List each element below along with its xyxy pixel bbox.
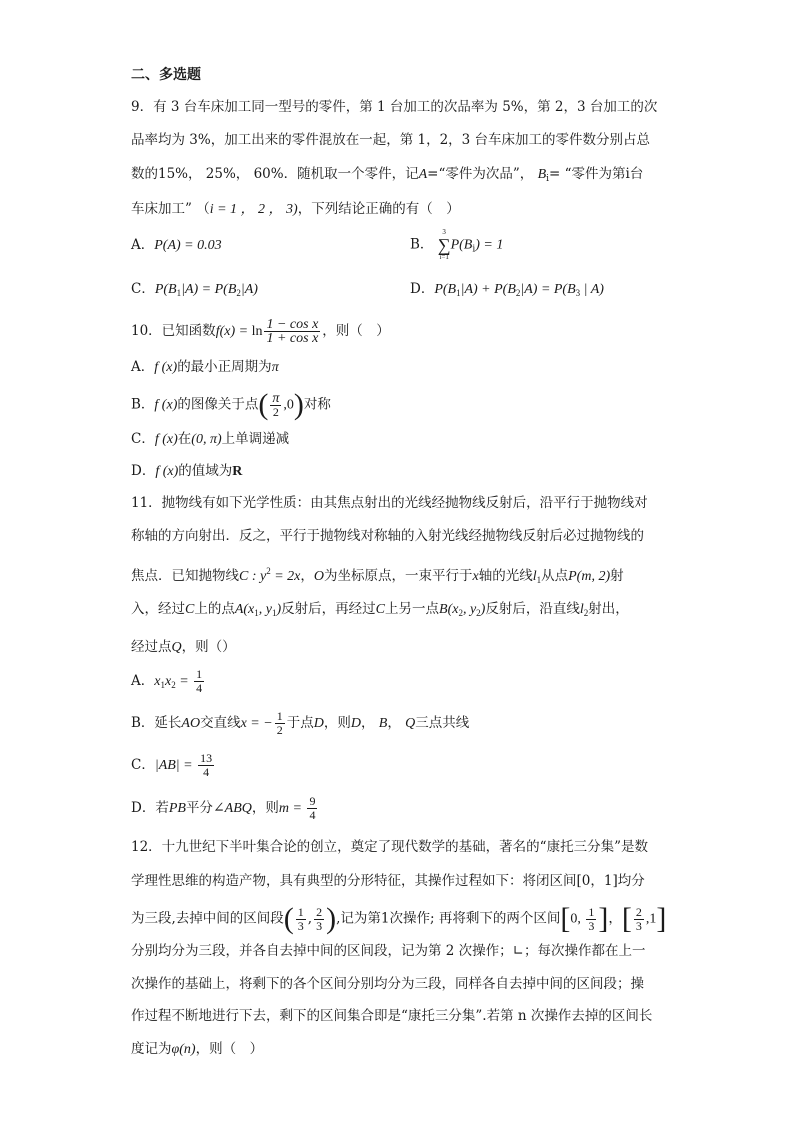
q12-line-3: 为三段,去掉中间的区间段( $\frac{1}{3}$ , $\frac{2}{3}$ ),记为第1次操作; 再将剩下的两个区间[0, $\frac{1}{3}$ ]，[ $\frac{2}{3}$ ,1] bbox=[131, 902, 667, 935]
q10-option-b: B．f (x)的图像关于点( $\frac{\pi}{2}$ ,0)对称 bbox=[131, 388, 331, 421]
q10-option-a: A．f (x)的最小正周期为π bbox=[131, 359, 279, 375]
q12-line-6: 作过程不断地进行下去，剩下的区间集合即是“康托三分集”.若第 n 次操作去掉的区间长 bbox=[131, 1008, 653, 1024]
q11-option-b: B．延长AO交直线x = − $\frac{1}{2}$ 于点D，则D， B， Q三点共线 bbox=[131, 709, 470, 737]
q12-line-5: 次操作的基础上，将剩下的各个区间分别均分为三段，同样各自去掉中间的区间段；操 bbox=[131, 976, 644, 992]
q12-line-2: 学理性思维的构造产物，具有典型的分形特征，其操作过程如下：将闭区间[0，1]均分 bbox=[131, 873, 645, 889]
q9-option-d: D．$P(B_1|A) + P(B_2|A) = P(B_3$ | A) bbox=[410, 281, 604, 298]
q9-line-1: 9．有 3 台车床加工同一型号的零件，第 1 台加工的次品率为 5%，第 2，3 台加工的次 bbox=[131, 99, 658, 115]
q10-option-c: C．f (x)在(0, π)上单调递减 bbox=[131, 431, 290, 447]
q11-option-a: A．$x_1x_2$ = $\frac{1}{4}$ bbox=[131, 667, 203, 695]
q11-line-3: 焦点．已知抛物线C : $y^2 = 2x$，O为坐标原点，一束平行于x轴的光线$l_1$从点P(m, 2)射 bbox=[131, 566, 624, 585]
q9-line-4: 车床加工” （i = 1 ， 2 ， 3)，下列结论正确的有（ ） bbox=[131, 201, 460, 217]
q9-option-b: B． 3 ∑ i=1 $P(B_i) = 1$ bbox=[410, 228, 504, 261]
q11-option-d: D．若PB平分∠ABQ，则m = $\frac{9}{4}$ bbox=[131, 794, 316, 822]
q11-line-2: 称轴的方向射出．反之，平行于抛物线对称轴的入射光线经抛物线反射后必过抛物线的 bbox=[131, 528, 644, 544]
q9-line-2: 品率均为 3%，加工出来的零件混放在一起，第 1，2，3 台车床加工的零件数分别占总 bbox=[131, 132, 651, 148]
section-title: 二、多选题 bbox=[131, 67, 201, 83]
q11-line-4: 入，经过C上的点$A(x_1$, $y_1$)反射后，再经过C上另一点$B(x_2$, $y_2$)反射后，沿直线$l_2$射出， bbox=[131, 601, 629, 618]
q9-line-3: 数的15%， 25%， 60%．随机取一个零件，记A=“零件为次品”， $B_i=$ “零件为第i台 bbox=[131, 166, 644, 184]
q10-stem: 10．已知函数f(x) = ln $\frac{\text{1 − cos x}}{\text{1 + cos x}}$ ，则（ ） bbox=[131, 317, 390, 346]
q9-option-a: A．P(A) = 0.03 bbox=[131, 237, 222, 253]
q11-option-c: C．|AB| = $\frac{13}{4}$ bbox=[131, 751, 213, 779]
q11-line-5: 经过点Q，则（） bbox=[131, 639, 236, 655]
q10-option-d: D．f (x)的值域为R bbox=[131, 463, 243, 479]
q9-option-c: C．$P(B_1|A) = P(B_2|A)$ bbox=[131, 281, 258, 298]
q11-line-1: 11．抛物线有如下光学性质：由其焦点射出的光线经抛物线反射后，沿平行于抛物线对 bbox=[131, 495, 648, 511]
q12-line-1: 12．十九世纪下半叶集合论的创立，奠定了现代数学的基础，著名的“康托三分集”是数 bbox=[131, 839, 648, 855]
q12-line-4: 分别均分为三段，并各自去掉中间的区间段，记为第 2 次操作；∟；每次操作都在上一 bbox=[131, 943, 646, 959]
q12-line-7: 度记为φ(n)，则（ ） bbox=[131, 1041, 264, 1057]
